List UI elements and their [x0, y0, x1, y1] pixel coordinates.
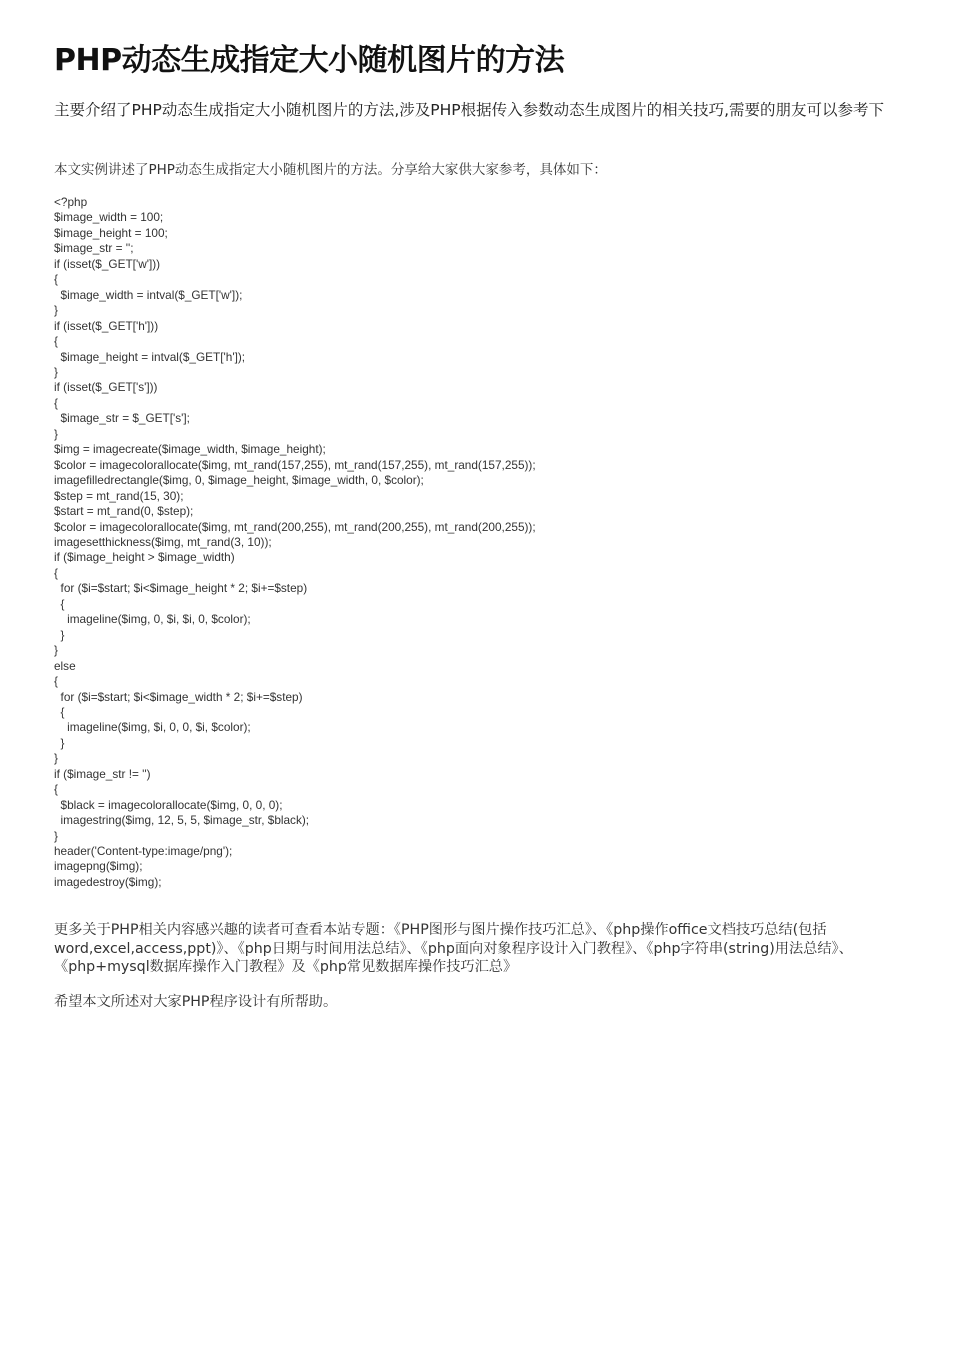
code-line: $image_width = 100;	[54, 210, 164, 225]
code-line: }	[54, 828, 58, 843]
code-line: $color = imagecolorallocate($img, mt_rand(200,255), mt_rand(200,255), mt_rand(200,255));	[54, 519, 536, 534]
code-line: header('Content-type:image/png');	[54, 844, 233, 859]
code-line: {	[54, 674, 58, 689]
code-line: {	[54, 334, 58, 349]
code-line: if (isset($_GET['s']))	[54, 380, 158, 395]
code-line: $start = mt_rand(0, $step);	[54, 504, 194, 519]
code-line: imageline($img, 0, $i, $i, 0, $color);	[54, 612, 251, 627]
code-line: $color = imagecolorallocate($img, mt_rand(157,255), mt_rand(157,255), mt_rand(157,255));	[54, 457, 536, 472]
code-line: {	[54, 395, 58, 410]
code-line: }	[54, 364, 58, 379]
code-line: $image_width = intval($_GET['w']);	[54, 287, 243, 302]
code-line: $image_height = intval($_GET['h']);	[54, 349, 246, 364]
code-line: }	[54, 303, 58, 318]
code-line: }	[54, 627, 65, 642]
code-line: if ($image_height > $image_width)	[54, 550, 235, 565]
code-line: else	[54, 658, 76, 673]
code-line: {	[54, 782, 58, 797]
closing-text: 希望本文所述对大家PHP程序设计有所帮助。	[54, 994, 338, 1010]
code-line: for ($i=$start; $i<$image_height * 2; $i+=$step)	[54, 581, 308, 596]
code-line: if (isset($_GET['h']))	[54, 318, 159, 333]
page-title: PHP动态生成指定大小随机图片的方法	[54, 43, 565, 78]
code-line: $image_height = 100;	[54, 225, 168, 240]
code-line: imagesetthickness($img, mt_rand(3, 10));	[54, 534, 272, 549]
code-line: imagepng($img);	[54, 859, 143, 874]
article-summary: 主要介绍了PHP动态生成指定大小随机图片的方法,涉及PHP根据传入参数动态生成图片的相关技巧,需要的朋友可以参考下	[54, 101, 885, 119]
code-block	[54, 195, 536, 890]
code-line: }	[54, 643, 58, 658]
code-line: $img = imagecreate($image_width, $image_height);	[54, 442, 326, 457]
code-line: $image_str = '';	[54, 241, 134, 256]
code-line: {	[54, 272, 58, 287]
code-line: {	[54, 704, 65, 719]
code-line: $step = mt_rand(15, 30);	[54, 488, 184, 503]
code-line: $black = imagecolorallocate($img, 0, 0, 0);	[54, 797, 283, 812]
code-line: }	[54, 751, 58, 766]
code-line: if (isset($_GET['w']))	[54, 256, 161, 271]
code-line: {	[54, 596, 65, 611]
article-intro: 本文实例讲述了PHP动态生成指定大小随机图片的方法。分享给大家供大家参考，具体如下：	[54, 162, 607, 178]
related-topics: 更多关于PHP相关内容感兴趣的读者可查看本站专题：《PHP图形与图片操作技巧汇总》、《php操作office文档技巧总结(包括word,excel,access,ppt)》、《php日期与时间用法总结》、《php面向对象程序设计入门教程》、《php字符串(string)用法总结》、《php+mysql数据库操作入门教程》及《php常见数据库操作技巧汇总》	[54, 922, 853, 975]
code-line: }	[54, 426, 58, 441]
code-line: }	[54, 735, 65, 750]
code-line: imagefilledrectangle($img, 0, $image_height, $image_width, 0, $color);	[54, 473, 424, 488]
code-line: <?php	[54, 195, 88, 209]
code-line: imagestring($img, 12, 5, 5, $image_str, $black);	[54, 813, 310, 828]
code-line: {	[54, 565, 58, 580]
code-line: imageline($img, $i, 0, 0, $i, $color);	[54, 720, 251, 735]
code-line: imagedestroy($img);	[54, 874, 162, 889]
code-line: if ($image_str != '')	[54, 766, 151, 781]
code-line: $image_str = $_GET['s'];	[54, 411, 190, 426]
code-line: for ($i=$start; $i<$image_width * 2; $i+=$step)	[54, 689, 303, 704]
